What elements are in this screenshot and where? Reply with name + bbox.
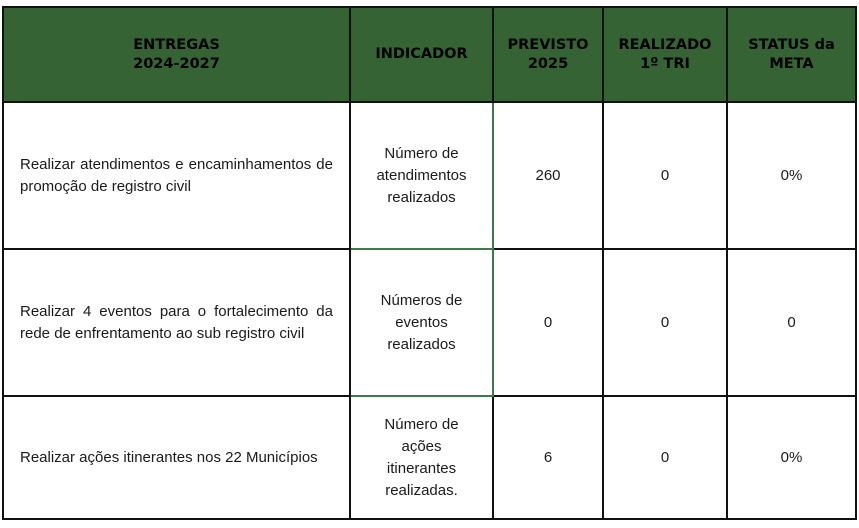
entrega-cell: Realizar 4 eventos para o fortalecimento da rede de enfrentamento ao sub registro civil (3, 249, 350, 396)
entrega-cell: Realizar ações itinerantes nos 22 Municípios (3, 396, 350, 519)
status-cell: 0% (727, 396, 856, 519)
indicador-cell: Números de eventos realizados (350, 249, 493, 396)
previsto-cell: 260 (493, 102, 603, 249)
table-row (3, 102, 856, 249)
previsto-cell: 0 (493, 249, 603, 396)
entrega-cell: Realizar atendimentos e encaminhamentos de promoção de registro civil (3, 102, 350, 249)
header-row (3, 7, 856, 102)
realizado-cell: 0 (603, 249, 727, 396)
indicador-cell: Número de atendimentos realizados (350, 102, 493, 249)
header-status: STATUS da META (727, 7, 856, 102)
realizado-cell: 0 (603, 396, 727, 519)
header-indicador: INDICADOR (350, 7, 493, 102)
table-row (3, 396, 856, 519)
status-cell: 0 (727, 249, 856, 396)
header-entregas: ENTREGAS 2024-2027 (3, 7, 350, 102)
status-cell: 0% (727, 102, 856, 249)
previsto-cell: 6 (493, 396, 603, 519)
deliverables-table (2, 6, 857, 520)
realizado-cell: 0 (603, 102, 727, 249)
header-previsto: PREVISTO 2025 (493, 7, 603, 102)
table-row (3, 249, 856, 396)
header-realizado: REALIZADO 1º TRI (603, 7, 727, 102)
indicador-cell: Número de ações itinerantes realizadas. (350, 396, 493, 519)
